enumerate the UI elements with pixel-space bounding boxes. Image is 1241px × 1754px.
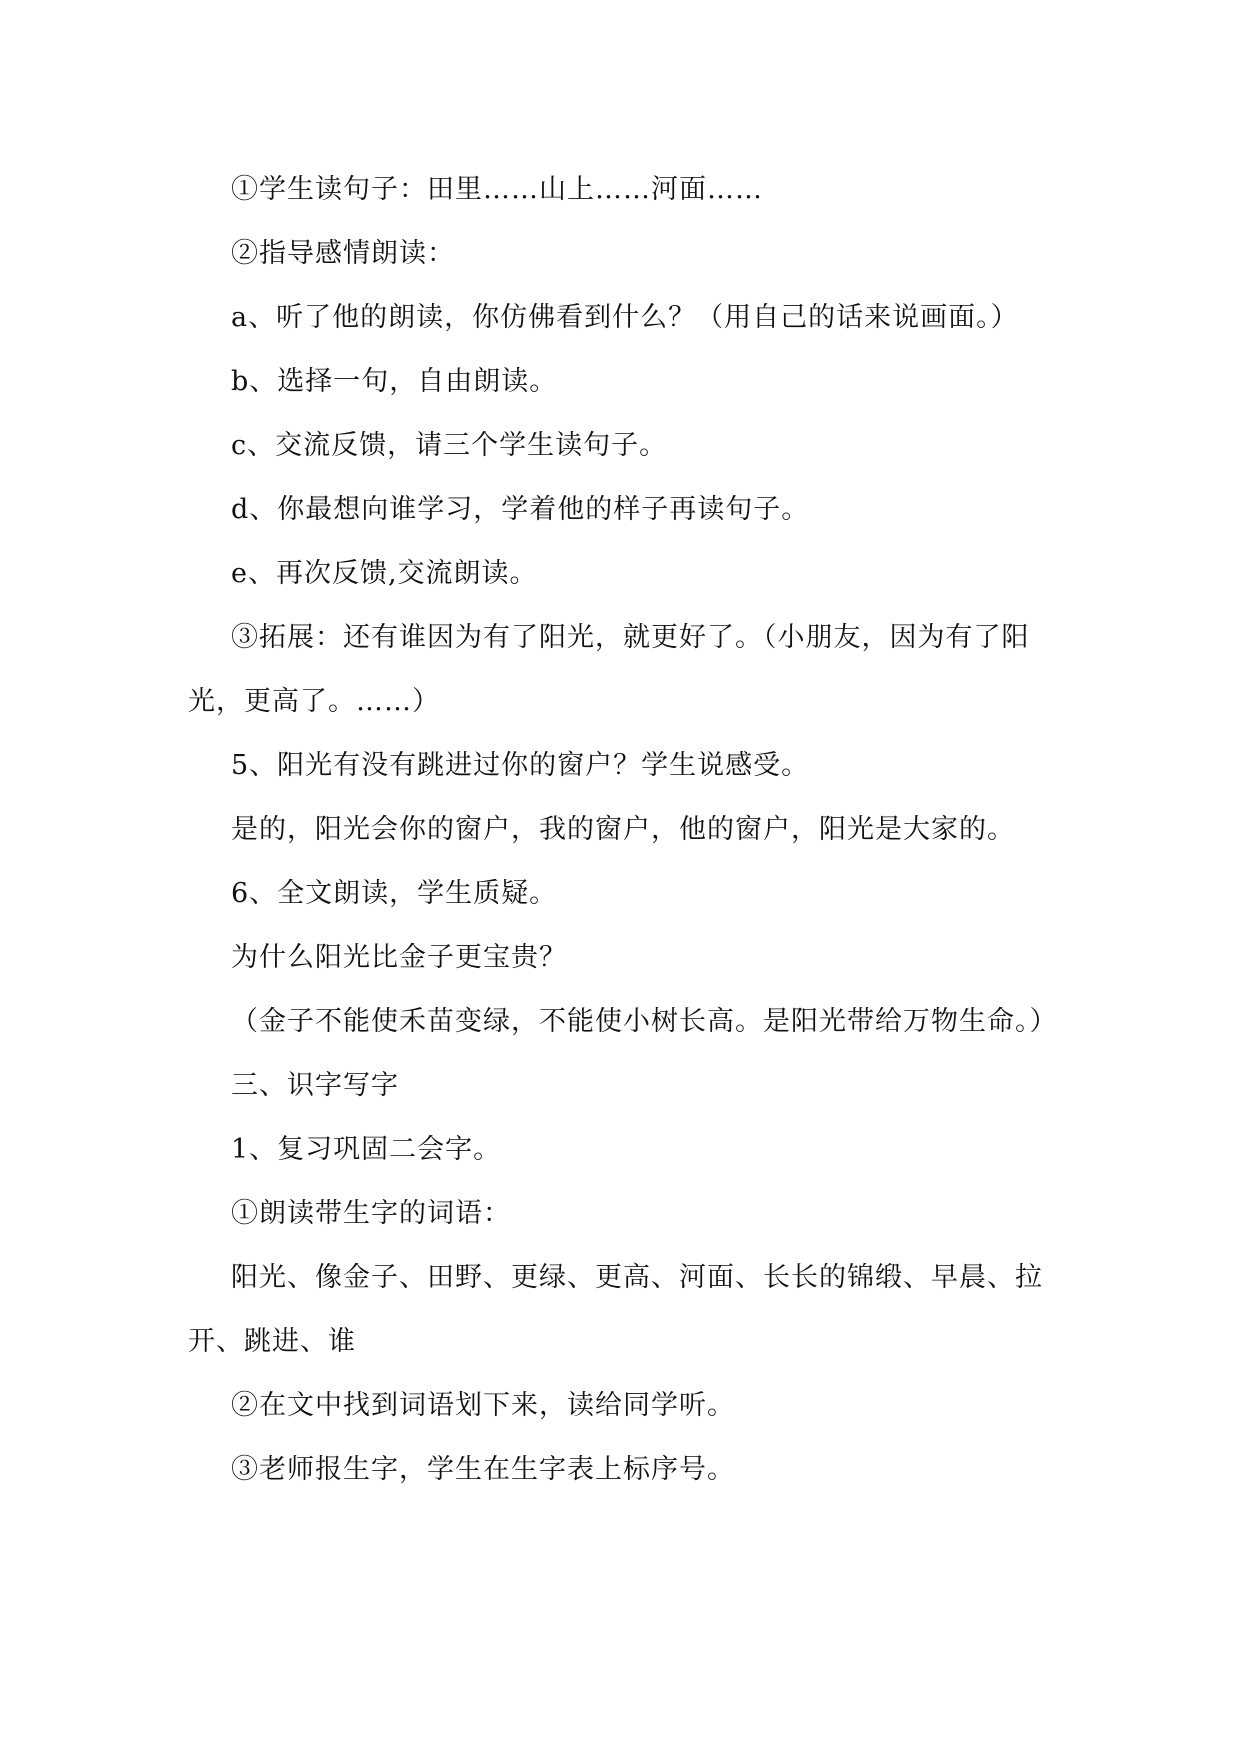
paragraph-11: 6、全文朗读，学生质疑。 — [231, 878, 558, 909]
paragraph-12: 为什么阳光比金子更宝贵？ — [231, 942, 567, 973]
paragraph-5: c、交流反馈，请三个学生读句子。 — [231, 430, 668, 461]
paragraph-17: 阳光、像金子、田野、更绿、更高、河面、长长的锦缎、早晨、拉开、跳进、谁 — [188, 1262, 1043, 1357]
paragraph-15: 1、复习巩固二会字。 — [231, 1134, 502, 1165]
paragraph-13: （金子不能使禾苗变绿，不能使小树长高。是阳光带给万物生命。） — [231, 1006, 1058, 1037]
paragraph-3: a、听了他的朗读，你仿佛看到什么？（用自己的话来说画面。） — [231, 302, 1019, 333]
paragraph-4: b、选择一句，自由朗读。 — [231, 366, 558, 397]
paragraph-10: 是的，阳光会你的窗户，我的窗户，他的窗户，阳光是大家的。 — [231, 814, 1015, 845]
paragraph-2: ②指导感情朗读： — [231, 238, 455, 269]
paragraph-1: ①学生读句子：田里……山上……河面…… — [231, 174, 763, 205]
paragraph-8: ③拓展：还有谁因为有了阳光，就更好了。（小朋友，因为有了阳光，更高了。……） — [188, 622, 1030, 717]
document-body — [188, 158, 1058, 1502]
paragraph-9: 5、阳光有没有跳进过你的窗户？学生说感受。 — [231, 750, 810, 781]
paragraph-16: ①朗读带生字的词语： — [231, 1198, 511, 1229]
paragraph-6: d、你最想向谁学习，学着他的样子再读句子。 — [231, 494, 810, 525]
paragraph-7: e、再次反馈,交流朗读。 — [231, 558, 538, 589]
paragraph-19: ③老师报生字，学生在生字表上标序号。 — [231, 1454, 735, 1485]
paragraph-18: ②在文中找到词语划下来，读给同学听。 — [231, 1390, 735, 1421]
paragraph-14: 三、识字写字 — [231, 1070, 399, 1101]
